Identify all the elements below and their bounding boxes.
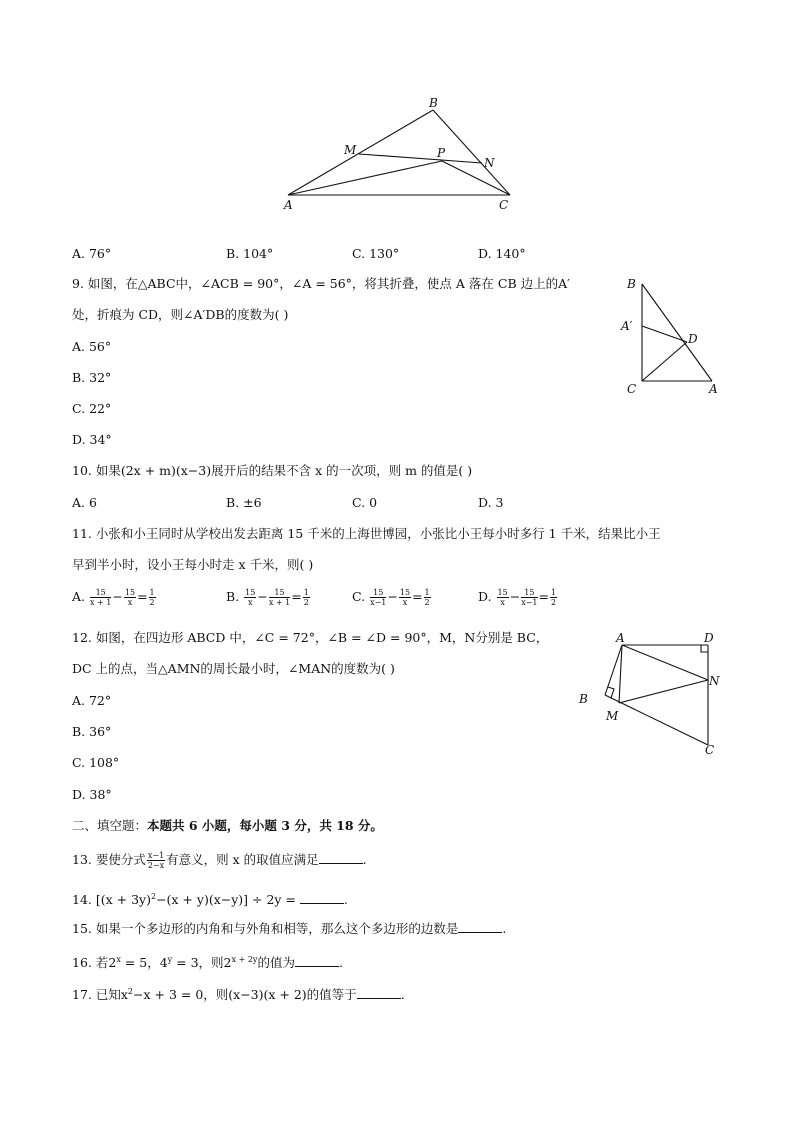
q12-option-d: D. 38° [72,787,112,802]
label-b: B [579,692,588,706]
label-a: A [284,198,293,212]
q16-answer-blank [295,954,339,967]
label-c: C [705,743,715,757]
q17: 17. 已知$x^2-x + 3 = 0$，则(x−3)(x + 2)的值等于 . [72,987,405,1003]
q11-b-frac1: $\frac{15}{x}$ [245,588,256,607]
label-a: A [709,382,718,396]
section-2-heading: 二、填空题：本题共 6 小题，每小题 3 分，共 18 分。 [72,818,383,833]
q12-stem-line1: 12. 如图，在四边形 ABCD 中，∠C = 72°，∠B = ∠D = 90°，M，N分别是 BC， [72,630,549,645]
q10-option-c: C. 0 [352,495,378,510]
label-d: D [704,631,714,645]
q11-option-d: D. $\frac{15}{x}$ − $\frac{15}{x-1}$ = $\frac{1}{2}$ [478,588,557,607]
segment-ab [288,110,433,195]
q8-option-b: B. 104° [226,246,274,261]
q9-stem-line1: 9. 如图，在△ABC中，∠ACB = 90°，∠A = 56°，将其折叠，使点 A 落在 CB 边上的A′ [72,276,570,291]
label-m: M [606,709,619,723]
q9-stem-line2: 处，折痕为 CD，则∠A′DB的度数为( ) [72,307,289,322]
q14: 14. $[(x + 3y)^2-(x + y)(x-y)] \div 2y$ = . [72,892,348,908]
q12-option-c: C. 108° [72,755,120,770]
segment-pc [442,161,510,195]
q11-d-frac3: $\frac{1}{2}$ [551,588,557,607]
q11-stem-line2: 早到半小时，设小王每小时走 x 千米，则( ) [72,557,314,572]
q12-option-b: B. 36° [72,724,112,739]
label-n: N [484,156,495,170]
q10-option-b: B. ±6 [226,495,262,510]
figure-q12 [575,627,725,763]
label-m: M [344,143,357,157]
q14-answer-blank [300,891,344,904]
segment-cd [642,342,687,381]
q8-option-c: C. 130° [352,246,400,261]
figure-q9 [615,272,735,402]
label-n: N [709,674,720,688]
segment-a1d [642,326,687,342]
q11-option-c-letter: C. [352,589,366,604]
q12-stem-line2: DC 上的点，当△AMN的周长最小时，∠MAN的度数为( ) [72,661,395,676]
q8-option-a: A. 76° [72,246,112,261]
q13: 13. 要使分式 $\frac{x-1}{2-x}$ 有意义，则 x 的取值应满足 . [72,851,367,870]
label-c: C [499,198,509,212]
q9-option-b: B. 32° [72,370,112,385]
q11-d-frac1: $\frac{15}{x}$ [497,588,508,607]
q10-stem: 10. 如果(2x + m)(x−3)展开后的结果不含 x 的一次项，则 m 的值是( ) [72,463,473,478]
q13-answer-blank [319,851,363,864]
q9-option-c: C. 22° [72,401,112,416]
q8-option-d: D. 140° [478,246,526,261]
q11-a-frac1: $\frac{15}{x + 1}$ [90,588,112,607]
q11-a-frac2: $\frac{15}{x}$ [124,588,136,607]
q11-stem-line1: 11. 小张和小王同时从学校出发去距离 15 千米的上海世博园，小张比小王每小时多行 1 千米，结果比小王 [72,526,661,541]
q9-option-a: A. 56° [72,339,112,354]
q15: 15. 如果一个多边形的内角和与外角和相等，那么这个多边形的边数是 . [72,921,507,936]
segment-an [622,645,708,680]
label-p: P [437,146,446,160]
q9-option-d: D. 34° [72,432,112,447]
q15-answer-blank [458,920,502,933]
label-b: B [429,96,438,110]
q11-b-frac3: $\frac{1}{2}$ [303,588,309,607]
q11-d-frac2: $\frac{15}{x-1}$ [521,588,538,607]
q11-option-b-letter: B. [226,589,240,604]
q11-option-a-letter: A. [72,589,86,604]
segment-ba [642,284,712,381]
q13-fraction: $\frac{x-1}{2-x}$ [147,851,165,870]
q12-option-a: A. 72° [72,693,112,708]
right-angle-d [701,645,708,652]
q11-option-b: B. $\frac{15}{x}$ − $\frac{15}{x + 1}$ = $\frac{1}{2}$ [226,588,309,607]
q10-option-a: A. 6 [72,495,97,510]
q11-b-frac2: $\frac{15}{x + 1}$ [268,588,291,607]
label-d: D [688,332,698,346]
label-a: A [616,631,625,645]
segment-ap [288,161,442,195]
q17-answer-blank [357,986,401,999]
q11-c-frac2: $\frac{15}{x}$ [399,588,411,607]
q11-a-frac3: $\frac{1}{2}$ [149,588,155,607]
q11-option-c: C. $\frac{15}{x-1}$ − $\frac{15}{x}$ = $\frac{1}{2}$ [352,588,430,607]
q11-c-frac3: $\frac{1}{2}$ [424,588,430,607]
label-c: C [627,382,637,396]
figure-q8 [270,92,530,217]
label-a-prime: A′ [621,319,633,333]
q11-c-frac1: $\frac{15}{x-1}$ [370,588,387,607]
q11-option-a: A. $\frac{15}{x + 1}$ − $\frac{15}{x}$ = $\frac{1}{2}$ [72,588,155,607]
q16: 16. 若$2^x = 5$，$4^y = 3$，则$2^{x + 2y}$的值为 . [72,955,343,971]
segment-mn [359,154,482,163]
q10-option-d: D. 3 [478,495,504,510]
q11-option-d-letter: D. [478,589,492,604]
label-b: B [627,277,636,291]
segment-mn [619,680,708,703]
